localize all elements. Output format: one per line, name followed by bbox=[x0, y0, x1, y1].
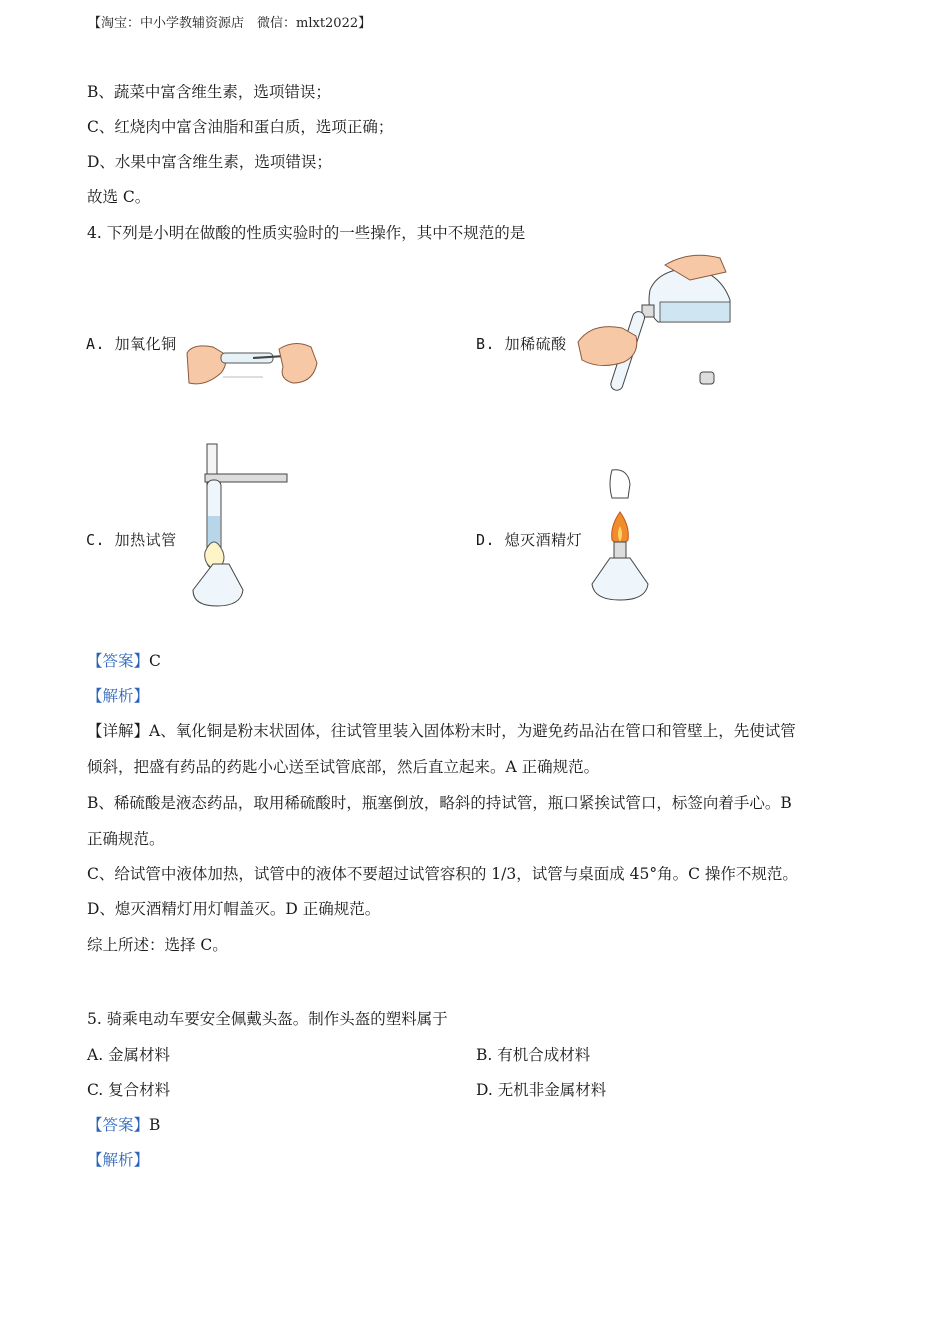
detail-a-text: A、氧化铜是粉末状固体，往试管里装入固体粉末时，为避免药品沾在管口和管壁上，先使试管 bbox=[149, 722, 796, 740]
q5-analysis-tag: 【解析】 bbox=[87, 1151, 150, 1169]
answer-tag: 【答案】 bbox=[87, 1116, 150, 1134]
q5-option-a: A. 金属材料 bbox=[87, 1046, 171, 1064]
q4-option-d-label: D. 熄灭酒精灯 bbox=[476, 531, 583, 549]
q3-option-d-explanation: D、水果中富含维生素，选项错误； bbox=[87, 153, 332, 171]
q4-option-c-label: C. 加热试管 bbox=[86, 531, 177, 549]
q5-answer bbox=[87, 1115, 160, 1135]
q4-detail-a-line2: 倾斜，把盛有药品的药匙小心送至试管底部，然后直立起来。A 正确规范。 bbox=[87, 758, 600, 776]
q4-detail-a-line1 bbox=[87, 721, 796, 741]
q4-option-c-figure bbox=[183, 440, 293, 610]
page-header: 【淘宝：中小学教辅资源店 微信：mlxt2022】 bbox=[88, 16, 372, 31]
q3-option-c-explanation: C、红烧肉中富含油脂和蛋白质，选项正确； bbox=[87, 118, 394, 136]
q5-option-c: C. 复合材料 bbox=[87, 1081, 171, 1099]
q5-question: 5. 骑乘电动车要安全佩戴头盔。制作头盔的塑料属于 bbox=[87, 1010, 448, 1028]
q3-conclusion: 故选 C。 bbox=[87, 188, 151, 206]
q4-detail-d: D、熄灭酒精灯用灯帽盖灭。D 正确规范。 bbox=[87, 900, 381, 918]
detail-tag: 【详解】 bbox=[87, 722, 150, 740]
answer-value: B bbox=[149, 1116, 161, 1134]
q5-option-d: D. 无机非金属材料 bbox=[476, 1081, 607, 1099]
answer-value: C bbox=[149, 652, 161, 670]
q4-option-a-figure bbox=[183, 333, 323, 391]
q4-option-b-label: B. 加稀硫酸 bbox=[476, 335, 567, 353]
q4-option-d-figure bbox=[586, 466, 656, 606]
q4-detail-b-line1: B、稀硫酸是液态药品，取用稀硫酸时，瓶塞倒放，略斜的持试管，瓶口紧挨试管口，标签向着手心。B bbox=[87, 794, 792, 812]
q4-detail-c: C、给试管中液体加热，试管中的液体不要超过试管容积的 1/3，试管与桌面成 45°角。C 操作不规范。 bbox=[87, 865, 798, 883]
q4-summary: 综上所述：选择 C。 bbox=[87, 936, 228, 954]
q4-answer bbox=[87, 651, 161, 671]
q3-option-b-explanation: B、蔬菜中富含维生素，选项错误； bbox=[87, 83, 331, 101]
q4-option-b-figure bbox=[570, 250, 740, 400]
q4-question: 4. 下列是小明在做酸的性质实验时的一些操作，其中不规范的是 bbox=[87, 224, 526, 242]
q4-option-a-label: A. 加氧化铜 bbox=[86, 335, 177, 353]
q5-option-b: B. 有机合成材料 bbox=[476, 1046, 591, 1064]
q4-analysis-tag: 【解析】 bbox=[87, 687, 150, 705]
answer-tag: 【答案】 bbox=[87, 652, 150, 670]
q4-detail-b-line2: 正确规范。 bbox=[87, 830, 165, 848]
